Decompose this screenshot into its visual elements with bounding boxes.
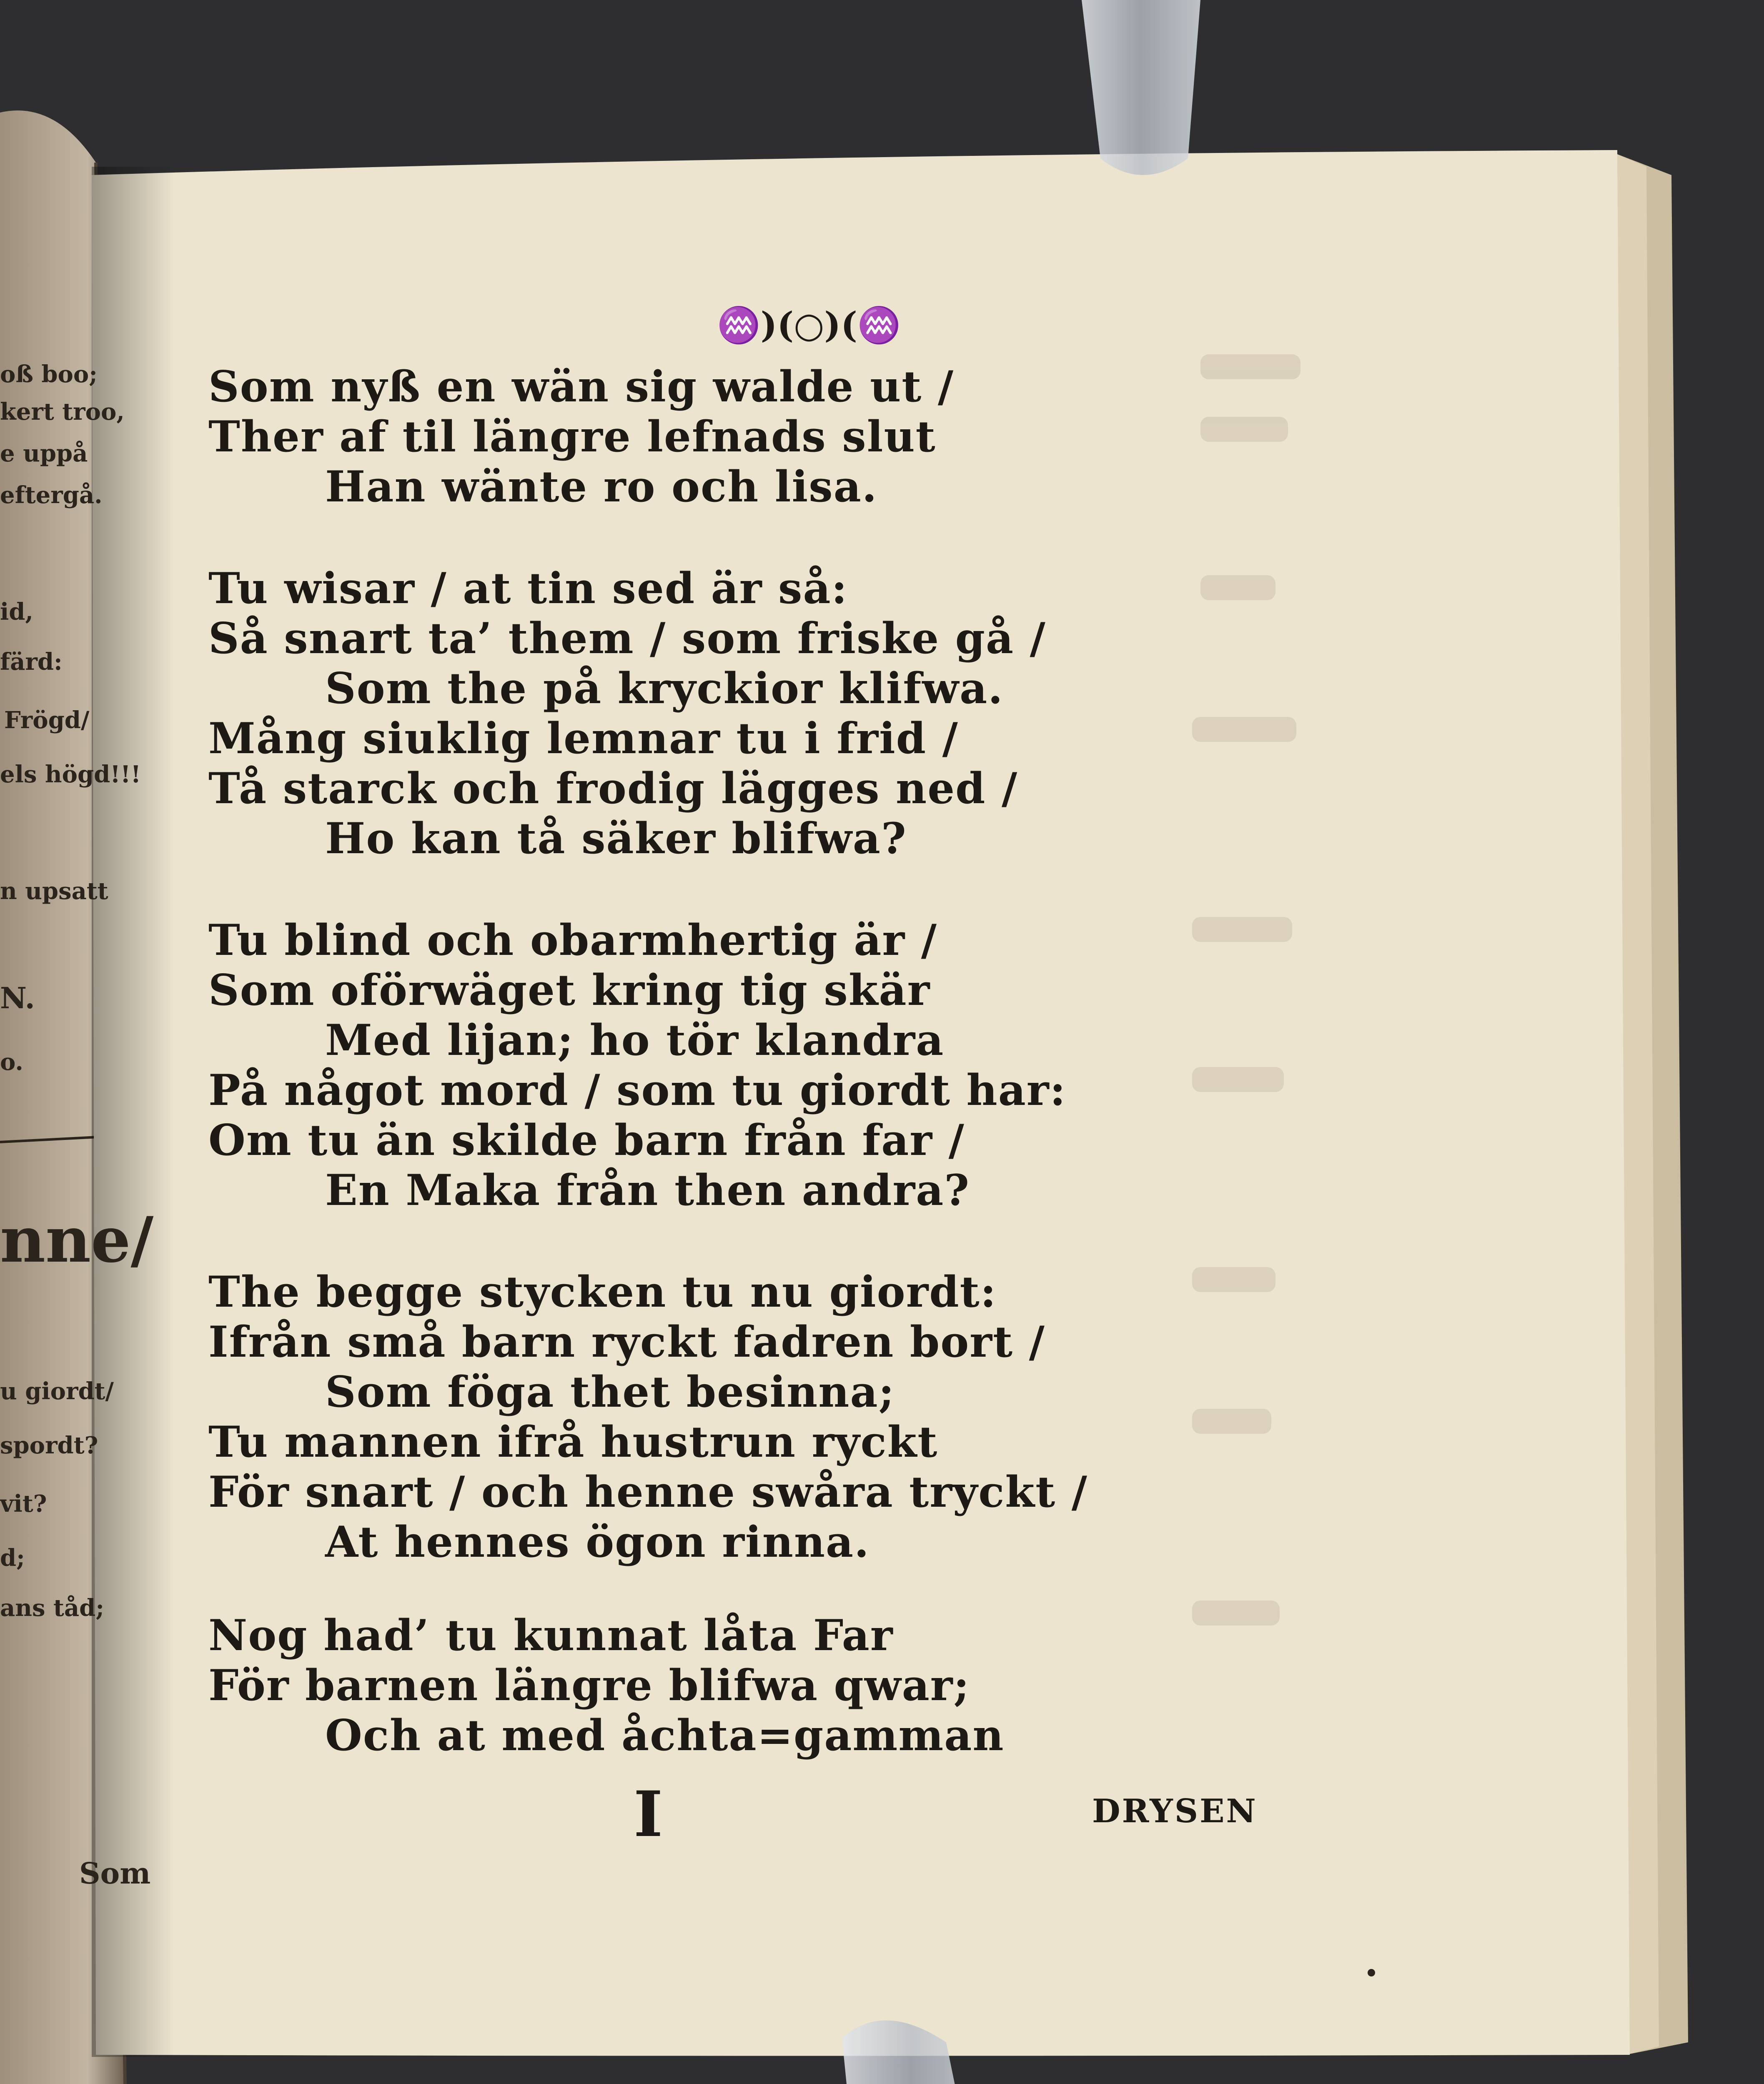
header-ornament: ♒)(○)(♒ (717, 304, 901, 346)
poem-line: Som the på kryckior klifwa. (325, 664, 1004, 714)
top-clip (1082, 0, 1200, 175)
poem-line: Som föga thet besinna; (325, 1367, 895, 1417)
poem-line: Han wänte ro och lisa. (325, 462, 878, 512)
signature-mark: I (634, 1778, 663, 1851)
paper-speck (1368, 1969, 1375, 1976)
left-fragment: vit? (0, 1490, 47, 1518)
left-fragment: d; (0, 1544, 25, 1572)
poem-line: Mång siuklig lemnar tu i frid / (208, 714, 959, 764)
poem-line: Nog had’ tu kunnat låta Far (208, 1611, 894, 1661)
poem-line: På något mord / som tu giordt har: (208, 1065, 1067, 1115)
poem-line: The begge stycken tu nu giordt: (208, 1267, 997, 1317)
poem-line: Som oförwäget kring tig skär (208, 965, 931, 1015)
poem-line: Tu mannen ifrå hustrun ryckt (208, 1417, 938, 1467)
catchword: DRYSEN (1092, 1792, 1258, 1830)
left-fragment: färd: (0, 648, 63, 676)
left-fragment: N. (0, 981, 35, 1015)
poem-line: Tu wisar / at tin sed är så: (208, 564, 848, 614)
left-fragment: u giordt/ (0, 1378, 114, 1405)
left-fragment: Som (79, 1856, 151, 1891)
poem-line: Ther af til längre lefnads slut (208, 412, 936, 462)
poem-line: Ifrån små barn ryckt fadren bort / (208, 1317, 1045, 1367)
left-fragment: eftergå. (0, 481, 103, 509)
left-fragment: kert troo, (0, 398, 125, 426)
left-fragment: n upsatt (0, 877, 108, 905)
poem-line: För snart / och henne swåra tryckt / (208, 1467, 1088, 1517)
poem-line: Med lijan; ho tör klandra (325, 1015, 945, 1065)
poem-line: Så snart ta’ them / som friske gå / (208, 614, 1046, 664)
left-fragment: e uppå (0, 440, 88, 467)
poem-line: Och at med åchta=gamman (325, 1711, 1005, 1761)
poem-line: Som nyß en wän sig walde ut / (208, 362, 955, 412)
left-fragment: id, (0, 598, 33, 626)
poem-line: Om tu än skilde barn från far / (208, 1115, 965, 1165)
poem-line: En Maka från then andra? (325, 1165, 970, 1215)
left-fragment: o. (0, 1048, 23, 1076)
left-fragment: nne/ (0, 1203, 154, 1277)
left-fragment: spordt? (0, 1432, 98, 1459)
poem-line: At hennes ögon rinna. (325, 1517, 870, 1567)
poem-line: Tu blind och obarmhertig är / (208, 915, 938, 965)
left-fragment: els högd!!! (0, 761, 141, 788)
left-fragment: Frögd/ (4, 706, 90, 734)
gutter-shadow (92, 167, 175, 2057)
left-fragment: oß boo; (0, 361, 98, 388)
poem-line: Ho kan tå säker blifwa? (325, 814, 907, 864)
poem-line: För barnen längre blifwa qwar; (208, 1661, 970, 1711)
poem-line: Tå starck och frodig lägges ned / (208, 764, 1018, 814)
left-fragment: ans tåd; (0, 1594, 105, 1622)
